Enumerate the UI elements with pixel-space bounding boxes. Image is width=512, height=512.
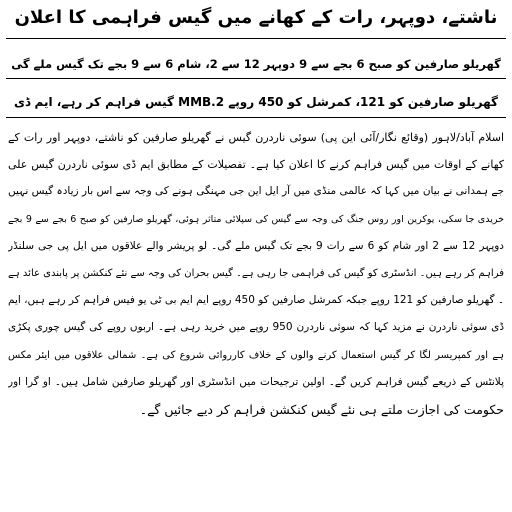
body-line: خریدی جا سکی، یوکرین اور روس جنگ کی وجہ سے گیس کی سپلائی متاثر ہوئی، گھریلو صارفین کو صبح 6 بجے سے 9 بجے: [8, 213, 504, 225]
body-line: حکومت کی اجازت ملتے ہی نئے گیس کنکشن فراہم کر دیے جائیں گے۔: [139, 401, 504, 417]
body-line: فراہم کر رہے ہیں۔ انڈسٹری کو گیس کی فراہمی جا رہی ہے۔ گیس بحران کی وجہ سے نئے کنکشن پر پابندی عائد ہے: [8, 267, 504, 279]
headline-divider: [6, 38, 506, 39]
body-line: دوپہر 12 سے 2 اور شام کو 6 سے رات 9 بجے تک گیس ملے گی۔ لو پریشر والے علاقوں میں ایل پی جی سلنڈر: [8, 239, 504, 252]
body-line: اسلام آباد/لاہور (وقائع نگار/آئی این پی) سوئی ناردرن گیس نے گھریلو صارفین کو ناشتے، دوپہر اور رات کے: [8, 131, 504, 144]
body-line: کھانے کے اوقات میں گیس فراہم کرنے کا اعلان کیا ہے۔ تفصیلات کے مطابق ایم ڈی سوئی ناردرن گیس علی: [8, 158, 504, 172]
headline-sub-1: گھریلو صارفین کو صبح 6 بجے سے 9 دوپہر 12 سے 2، شام 6 سے 9 بجے تک گیس ملے گی: [11, 57, 501, 71]
headline-sub-2: گھریلو صارفین کو 121، کمرشل کو 450 روپے MMB.2 گیس فراہم کر رہے، ایم ڈی: [14, 95, 498, 109]
article-body: [8, 124, 504, 423]
body-line: جے ہمدانی نے بیان میں کہا کہ عالمی منڈی میں آر ایل این جی مہنگی ہونے کی وجہ سے اس بار زیادہ گیس نہیں: [8, 185, 504, 198]
body-line: ۔ گھریلو صارفین کو 121 روپے جبکہ کمرشل صارفین کو 450 روپے ایم ایم بی ٹی یو فیس فراہم کر رہے ہیں، ایم: [8, 294, 504, 307]
headline-main: ناشتے، دوپہر، رات کے کھانے میں گیس فراہمی کا اعلان: [14, 7, 498, 28]
body-line: ہے اور کمپریسر لگا کر گیس استعمال کرنے والوں کے خلاف کارروائی شروع کی ہے۔ شمالی علاقوں میں ایئر مکس: [8, 349, 504, 361]
headline-divider: [6, 78, 506, 79]
body-line: ڈی سوئی ناردرن نے مزید کہا کہ سوئی ناردرن 950 روپے میں خرید رہی ہے۔ اربوں روپے کی گیس چوری پکڑی: [8, 321, 504, 334]
body-line: پلانٹس کے ذریعے گیس فراہم کریں گے۔ اولین ترجیحات میں انڈسٹری اور گھریلو صارفین شامل ہیں۔ او گرا اور: [8, 375, 504, 388]
headline-divider: [6, 117, 506, 118]
